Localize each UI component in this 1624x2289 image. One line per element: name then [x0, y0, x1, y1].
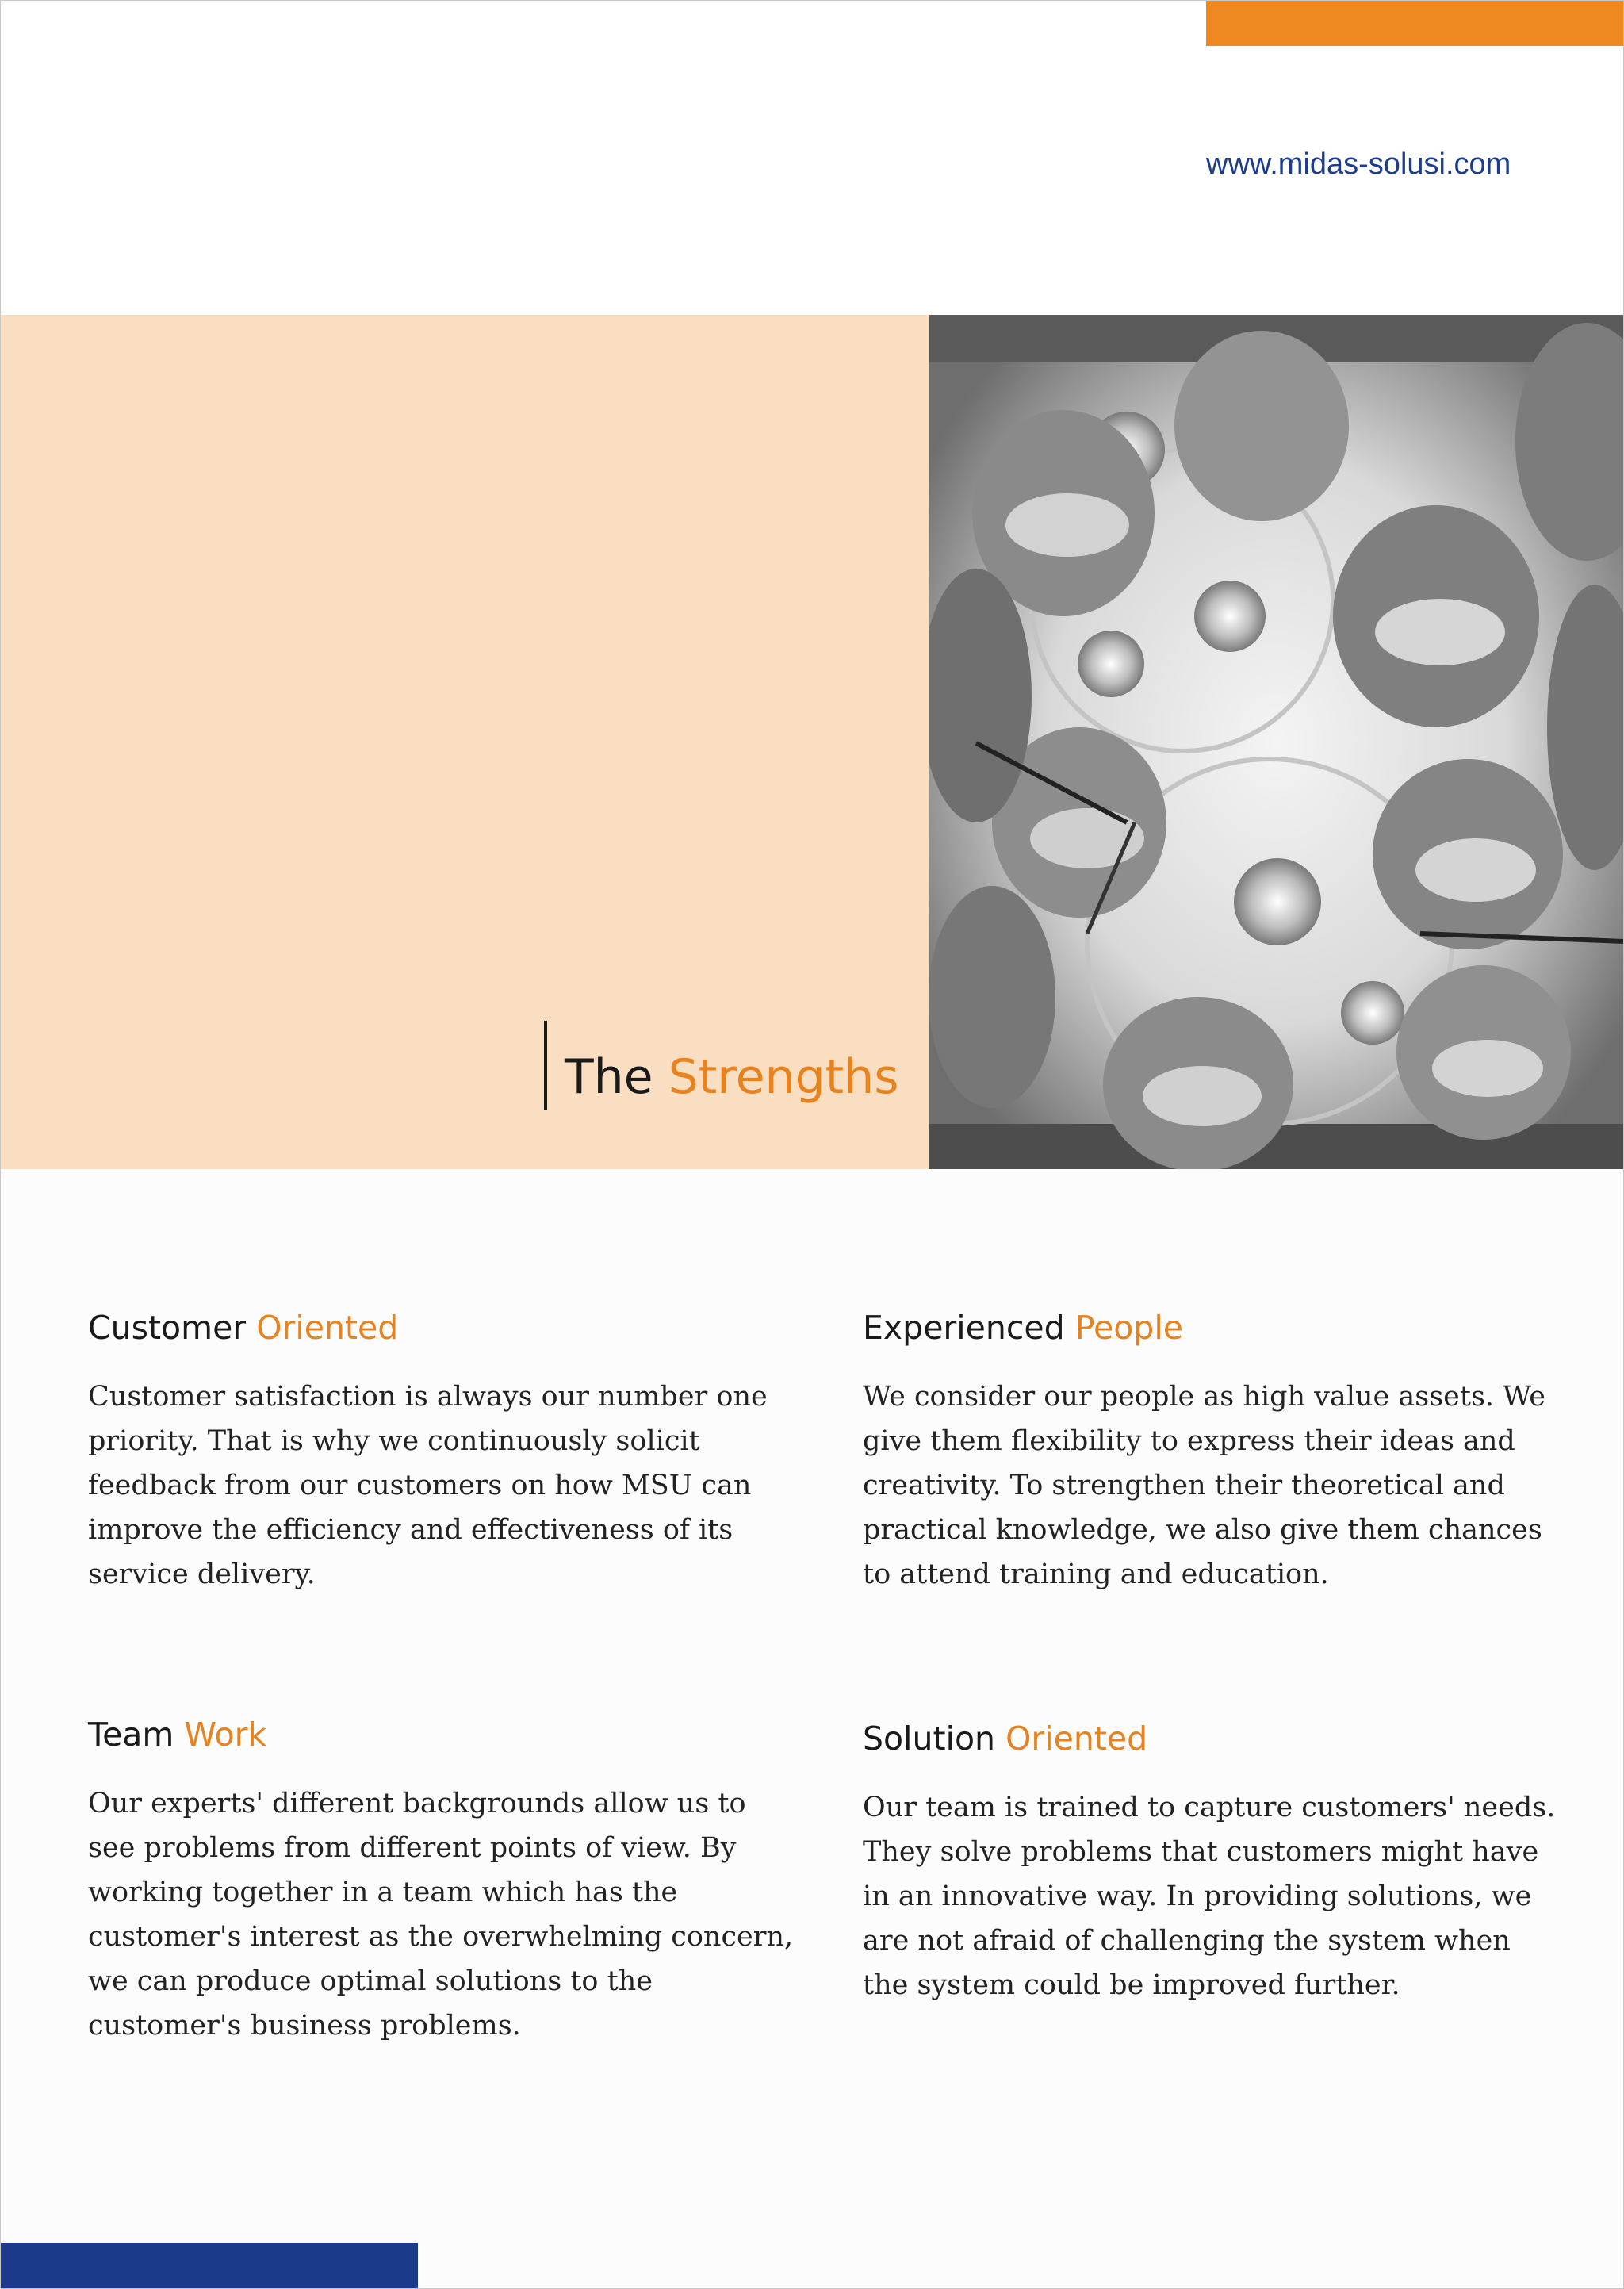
section-title-accent: People: [1074, 1309, 1183, 1347]
section-team-work: [88, 1716, 794, 2048]
section-title: [88, 1309, 794, 1348]
hero-title: [565, 1049, 899, 1105]
website-link[interactable]: www.midas-solusi.com: [1206, 148, 1511, 181]
section-title-accent: Work: [184, 1716, 267, 1754]
header-orange-bar: [1206, 0, 1624, 46]
surgical-team-photo: [929, 315, 1624, 1169]
section-title-accent: Oriented: [1005, 1720, 1148, 1758]
hero-title-accent: Strengths: [668, 1049, 899, 1105]
section-customer-oriented: [88, 1309, 794, 1597]
section-title-word: Customer: [88, 1309, 247, 1347]
section-title-word: Solution: [863, 1720, 996, 1758]
hero-title-divider: [544, 1021, 547, 1110]
section-title-word: Experienced: [863, 1309, 1065, 1347]
section-title: [88, 1716, 794, 1754]
hero-title-word: The: [565, 1049, 653, 1105]
hero-panel: [0, 315, 929, 1169]
section-title: [863, 1309, 1561, 1348]
section-title: [863, 1720, 1561, 1758]
section-body: Our team is trained to capture customers' needs. They solve problems that customers might have in an innovative way. In providing solutions, we are not afraid of challenging the system when the system could be improved further.: [863, 1792, 1556, 2002]
section-solution-oriented: [863, 1720, 1561, 2007]
section-title-word: Team: [88, 1716, 174, 1754]
section-body: Our experts' different backgrounds allow us to see problems from different points of view. By working together in a team which has the customer's interest as the overwhelming concern, we can produce optimal solutions to the customer's business problems.: [88, 1788, 794, 2042]
section-body: We consider our people as high value assets. We give them flexibility to express their ideas and creativity. To strengthen their theoretical and practical knowledge, we also give them chances to attend training and education.: [863, 1381, 1545, 1591]
section-experienced-people: [863, 1309, 1561, 1597]
section-title-accent: Oriented: [256, 1309, 399, 1347]
section-body: Customer satisfaction is always our number one priority. That is why we continuously solicit feedback from our customers on how MSU can improve the efficiency and effectiveness of its service delivery.: [88, 1381, 768, 1591]
footer-blue-bar: [0, 2243, 418, 2289]
